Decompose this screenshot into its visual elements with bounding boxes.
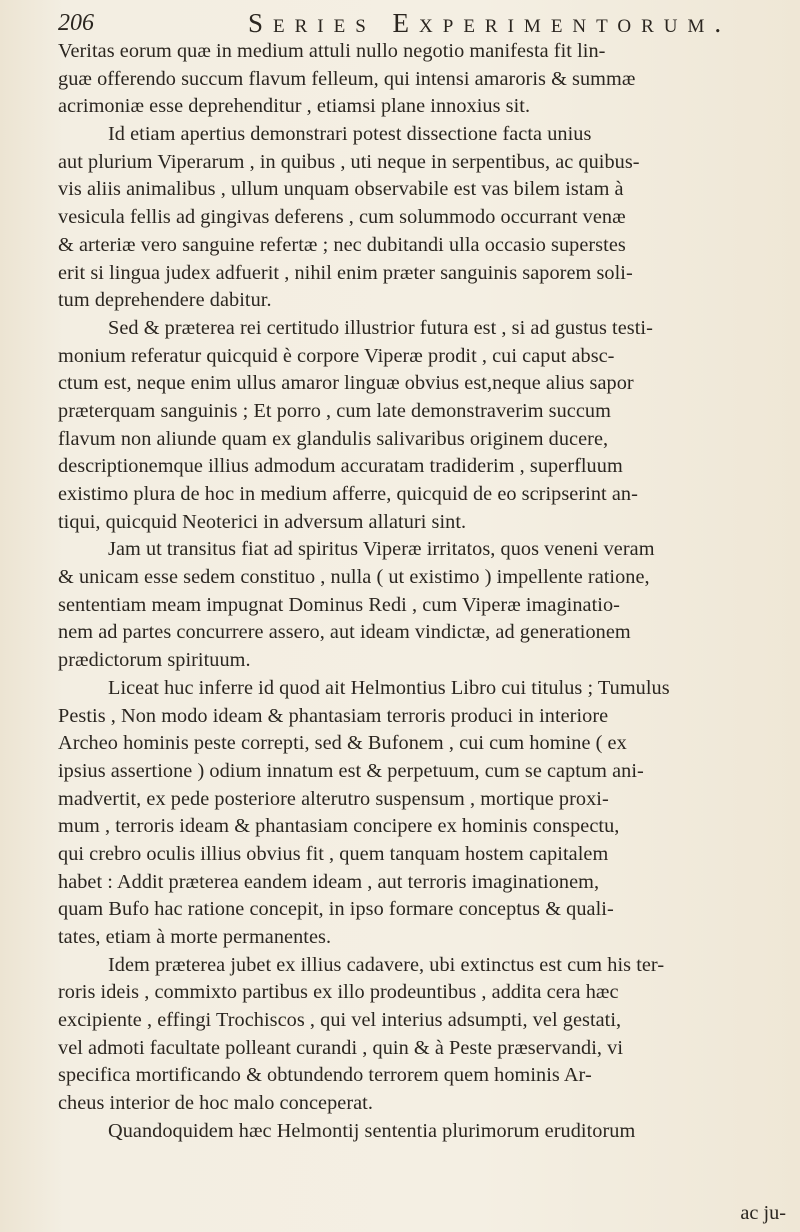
- text-line: descriptionemque illius admodum accuratam tradiderim , superfluum: [58, 455, 623, 478]
- paragraph-start-line: Liceat huc inferre id quod ait Helmontius Libro cui titulus ; Tumulus: [108, 676, 670, 699]
- text-line: qui crebro oculis illius obvius fit , quem tanquam hostem capitalem: [58, 842, 609, 865]
- text-line: prædictorum spirituum.: [58, 649, 251, 672]
- text-line: acrimoniæ esse deprehenditur , etiamsi plane innoxius sit.: [58, 95, 531, 118]
- text-line: roris ideis , commixto partibus ex illo prodeuntibus , addita cera hæc: [58, 981, 619, 1004]
- text-line: aut plurium Viperarum , in quibus , uti neque in serpentibus, ac quibus-: [58, 150, 640, 173]
- text-line: vesicula fellis ad gingivas deferens , cum solummodo occurrant venæ: [58, 206, 626, 229]
- text-line: habet : Addit præterea eandem ideam , aut terroris imaginationem,: [58, 870, 600, 893]
- catchword: ac ju-: [740, 1202, 786, 1224]
- text-line: cheus interior de hoc malo conceperat.: [58, 1092, 373, 1115]
- body-text: [58, 38, 786, 1146]
- text-line: tiqui, quicquid Neoterici in adversum allaturi sint.: [58, 510, 467, 533]
- text-line: monium referatur quicquid è corpore Viperæ prodit , cui caput absc-: [58, 344, 615, 367]
- text-line: & arteriæ vero sanguine refertæ ; nec dubitandi ulla occasio superstes: [58, 233, 626, 256]
- text-line: nem ad partes concurrere assero, aut ideam vindictæ, ad generationem: [58, 621, 631, 644]
- text-line: ctum est, neque enim ullus amaror linguæ obvius est,neque alius sapor: [58, 372, 634, 395]
- text-line: quam Bufo hac ratione concepit, in ipso formare conceptus & quali-: [58, 898, 614, 921]
- page-header: [58, 4, 788, 38]
- running-title: Series Experimentorum.: [248, 8, 732, 38]
- text-line: ipsius assertione ) odium innatum est & perpetuum, cum se captum ani-: [58, 759, 644, 782]
- text-line: & unicam esse sedem constituo , nulla ( ut existimo ) impellente ratione,: [58, 566, 650, 589]
- paragraph-start-line: Jam ut transitus fiat ad spiritus Viperæ irritatos, quos veneni veram: [108, 538, 655, 561]
- text-line: specifica mortificando & obtundendo terrorem quem hominis Ar-: [58, 1064, 592, 1087]
- text-line: sententiam meam impugnat Dominus Redi , cum Viperæ imaginatio-: [58, 593, 620, 616]
- paragraph-start-line: Sed & præterea rei certitudo illustrior futura est , si ad gustus testi-: [108, 316, 653, 339]
- text-line: erit si lingua judex adfuerit , nihil enim præter sanguinis saporem soli-: [58, 261, 633, 284]
- text-line: tates, etiam à morte permanentes.: [58, 926, 332, 948]
- text-line: tum deprehendere dabitur.: [58, 289, 272, 312]
- text-line: guæ offerendo succum flavum felleum, qui intensi amaroris & summæ: [58, 67, 636, 90]
- text-line: Veritas eorum quæ in medium attuli nullo negotio manifesta fit lin-: [58, 40, 606, 62]
- page-number: 206: [58, 10, 94, 36]
- paragraph-start-line: Quandoquidem hæc Helmontij sententia plurimorum eruditorum: [108, 1119, 636, 1142]
- text-line: Pestis , Non modo ideam & phantasiam terroris produci in interiore: [58, 704, 609, 727]
- text-line: excipiente , effingi Trochiscos , qui vel interius adsumpti, vel gestati,: [58, 1009, 622, 1032]
- paragraph-start-line: Idem præterea jubet ex illius cadavere, ubi extinctus est cum his ter-: [108, 953, 665, 976]
- text-line: vel admoti facultate polleant curandi , quin & à Peste præservandi, vi: [58, 1036, 624, 1059]
- text-line: vis aliis animalibus , ullum unquam observabile est vas bilem istam à: [58, 178, 624, 201]
- text-line: mum , terroris ideam & phantasiam concipere ex hominis conspectu,: [58, 815, 620, 838]
- text-line: flavum non aliunde quam ex glandulis salivaribus originem ducere,: [58, 427, 609, 450]
- text-line: existimo plura de hoc in medium afferre, quicquid de eo scripserint an-: [58, 483, 638, 505]
- text-line: Archeo hominis peste correpti, sed & Bufonem , cui cum homine ( ex: [58, 732, 627, 755]
- paragraph-start-line: Id etiam apertius demonstrari potest dissectione facta unius: [108, 123, 592, 146]
- text-line: præterquam sanguinis ; Et porro , cum late demonstraverim succum: [58, 399, 611, 422]
- text-line: madvertit, ex pede posteriore alterutro suspensum , mortique proxi-: [58, 787, 609, 810]
